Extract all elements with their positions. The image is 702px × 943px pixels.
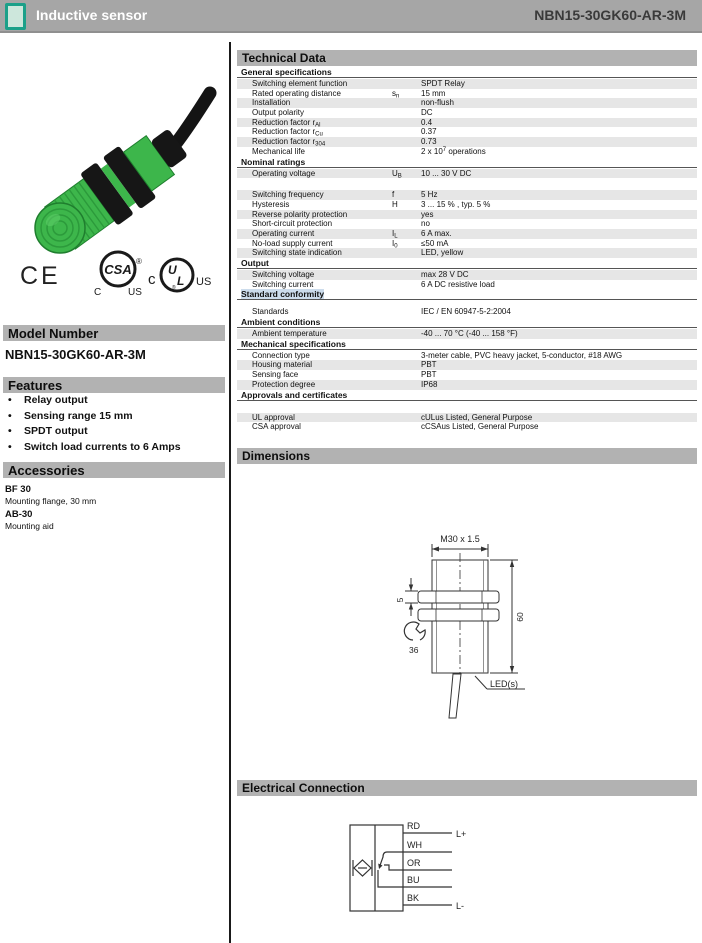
spec-value: IP68 [421, 379, 438, 389]
svg-text:L-: L- [456, 901, 465, 911]
spec-value: 0.4 [421, 117, 433, 127]
spec-value: 5 Hz [421, 190, 438, 200]
accessory-description: Mounting flange, 30 mm [5, 496, 97, 506]
product-type-title: Inductive sensor [36, 7, 148, 23]
features-section-header: Features [3, 377, 225, 393]
spec-symbol [392, 380, 421, 390]
svg-text:C: C [94, 287, 102, 298]
spec-symbol [392, 98, 421, 108]
spec-value: cCSAus Listed, General Purpose [421, 422, 539, 432]
spec-label: Mechanical life [252, 146, 305, 156]
svg-text:c: c [148, 271, 156, 288]
model-number-value: NBN15-30GK60-AR-3M [5, 347, 146, 362]
spec-label: Ambient temperature [252, 329, 327, 339]
electrical-connection-section-header: Electrical Connection [237, 780, 697, 796]
accessory-name: AB-30 [5, 509, 33, 520]
spec-symbol [392, 370, 421, 380]
technical-data-section-header: Technical Data [237, 50, 697, 66]
spec-symbol [392, 329, 421, 339]
spec-value: max 28 V DC [421, 270, 469, 279]
spec-row [237, 270, 697, 280]
dimension-drawing [237, 470, 697, 770]
spec-section-header: Mechanical specifications [237, 339, 697, 350]
spec-value: cULus Listed, General Purpose [421, 412, 533, 422]
spec-row [237, 229, 697, 239]
spec-section-header: Nominal ratings [237, 157, 697, 168]
spec-row [237, 200, 697, 210]
spec-label: Connection type [252, 350, 310, 360]
spec-value: 0.73 [421, 137, 437, 147]
model-number-section-header: Model Number [3, 325, 225, 341]
bullet-icon: • [8, 440, 12, 453]
spec-row [237, 147, 697, 157]
spec-section-header: General specifications [237, 67, 697, 78]
spec-row [237, 219, 697, 229]
spec-label: CSA approval [252, 422, 301, 432]
spec-symbol [392, 219, 421, 229]
spec-value: SPDT Relay [421, 79, 465, 88]
spec-value: yes [421, 209, 434, 219]
spec-label: No-load supply current [252, 238, 333, 248]
spec-symbol: H [392, 199, 398, 209]
spec-row [237, 98, 697, 108]
spec-label: Sensing face [252, 370, 299, 380]
spec-value: 6 A DC resistive load [421, 279, 495, 289]
spec-value: PBT [421, 360, 437, 370]
spec-label: Operating current [252, 228, 315, 238]
spec-label: Reduction factor $r_{304}$ [252, 137, 326, 148]
svg-text:OR: OR [407, 858, 421, 868]
spec-value: PBT [421, 370, 437, 380]
spec-label: Reduction factor $r_{Cu}$ [252, 127, 323, 138]
spec-row [237, 169, 697, 179]
spec-symbol [392, 108, 421, 118]
svg-text:US: US [196, 276, 212, 288]
spec-label: Short-circuit protection [252, 219, 333, 229]
feature-item: • SPDT output [8, 425, 88, 437]
spec-row [237, 329, 697, 339]
accessory-description: Mounting aid [5, 521, 54, 531]
ul-mark-icon [148, 254, 218, 298]
svg-text:®: ® [172, 285, 176, 291]
spec-value: no [421, 219, 430, 229]
spec-value: 2 x $10^7$ operations [421, 146, 486, 156]
spec-value: 3-meter cable, PVC heavy jacket, 5-conductor, #18 AWG [421, 350, 623, 360]
column-divider [229, 42, 231, 943]
svg-text:US: US [128, 287, 142, 298]
spec-value: 6 A max. [421, 228, 452, 238]
spec-label: Operating voltage [252, 168, 316, 178]
spec-row [237, 127, 697, 137]
bullet-icon: • [8, 394, 12, 406]
spec-label: Switching element function [252, 79, 348, 88]
spec-row [237, 307, 697, 317]
svg-text:60: 60 [515, 612, 525, 622]
svg-text:BK: BK [407, 893, 420, 903]
wiring-diagram [237, 800, 697, 930]
page-header [0, 0, 702, 33]
spec-symbol [392, 147, 421, 157]
svg-text:BU: BU [407, 875, 420, 885]
spec-value: DC [421, 108, 433, 118]
spec-value: 0.37 [421, 127, 437, 137]
spec-value: non-flush [421, 98, 454, 108]
spec-value: 10 ... 30 V DC [421, 168, 472, 178]
svg-text:L+: L+ [456, 829, 467, 839]
spec-row [237, 370, 697, 380]
feature-item: • Switch load currents to 6 Amps [8, 440, 181, 453]
spec-section-header: Output [237, 258, 697, 269]
svg-text:RD: RD [407, 821, 420, 831]
spec-label: Hysteresis [252, 199, 290, 209]
svg-text:CE: CE [20, 262, 61, 290]
spec-symbol [392, 280, 421, 290]
spec-row [237, 413, 697, 423]
spec-label: Switching frequency [252, 190, 324, 200]
ce-mark-icon [20, 260, 64, 290]
spec-row [237, 137, 697, 147]
spec-label: Switching voltage [252, 270, 315, 279]
brand-logo-icon [5, 3, 26, 30]
spec-label: Switching current [252, 279, 314, 289]
spec-symbol: f [392, 190, 395, 200]
spec-symbol [392, 270, 421, 280]
dimensions-section-header: Dimensions [237, 448, 697, 464]
spec-symbol [392, 422, 421, 432]
bullet-icon: • [8, 409, 12, 422]
spec-symbol: $U_B$ [392, 168, 402, 179]
spec-symbol [392, 413, 421, 423]
spec-symbol [392, 118, 421, 128]
spec-value: -40 ... 70 °C (-40 ... 158 °F) [421, 329, 518, 339]
accessory-name: BF 30 [5, 484, 31, 495]
spec-label: Output polarity [252, 108, 305, 118]
spec-value: ≤50 mA [421, 238, 449, 248]
spec-row [237, 360, 697, 370]
spec-row [237, 248, 697, 258]
spec-label: UL approval [252, 412, 295, 422]
spec-label: Standards [252, 307, 289, 317]
feature-item: • Sensing range 15 mm [8, 409, 133, 422]
spec-symbol [392, 360, 421, 370]
accessories-list [5, 481, 223, 534]
feature-item: • Relay output [8, 394, 88, 406]
svg-text:CSA: CSA [104, 262, 132, 277]
svg-text:WH: WH [407, 840, 422, 850]
spec-row [237, 79, 697, 89]
spec-symbol: $s_n$ [392, 88, 400, 100]
spec-value: LED, yellow [421, 248, 464, 258]
svg-text:L: L [177, 274, 185, 288]
spec-label: Housing material [252, 360, 313, 370]
spec-label: Reverse polarity protection [252, 209, 348, 219]
spec-spacer [237, 402, 697, 413]
spec-label: Protection degree [252, 379, 316, 389]
spec-row [237, 108, 697, 118]
svg-text:M30 x 1.5: M30 x 1.5 [440, 534, 480, 544]
spec-label: Reduction factor $r_{Al}$ [252, 117, 321, 129]
accessories-section-header: Accessories [3, 462, 225, 478]
spec-symbol [392, 137, 421, 147]
svg-text:5: 5 [395, 597, 405, 603]
spec-symbol [392, 210, 421, 220]
sensing-face [35, 203, 85, 253]
spec-section-header: Standard conformity [237, 289, 697, 300]
spec-section-header: Ambient conditions [237, 317, 697, 328]
spec-symbol [392, 351, 421, 361]
technical-data-table [237, 67, 697, 432]
svg-text:U: U [168, 263, 177, 277]
spec-symbol [392, 307, 421, 317]
spec-symbol [392, 248, 421, 258]
svg-text:®: ® [136, 257, 142, 266]
svg-text:36: 36 [409, 645, 419, 655]
spec-symbol [392, 127, 421, 137]
spec-spacer [237, 178, 697, 190]
spec-row [237, 89, 697, 99]
spec-row [237, 380, 697, 390]
sensor-cable [174, 93, 210, 146]
csa-mark-icon [92, 248, 148, 298]
spec-row [237, 239, 697, 249]
spec-row [237, 351, 697, 361]
spec-value: 3 ... 15 % , typ. 5 % [421, 199, 491, 209]
spec-row [237, 190, 697, 200]
spec-label: Installation [252, 98, 291, 108]
spec-row [237, 210, 697, 220]
spec-section-header: Approvals and certificates [237, 390, 697, 401]
header-model-number: NBN15-30GK60-AR-3M [534, 7, 686, 23]
spec-value: IEC / EN 60947-5-2:2004 [421, 307, 511, 317]
spec-symbol [392, 79, 421, 89]
spec-label: Rated operating distance [252, 88, 341, 98]
spec-symbol: $I_L$ [392, 228, 398, 240]
bullet-icon: • [8, 425, 12, 437]
spec-symbol: $I_0$ [392, 238, 398, 250]
product-photo [8, 40, 222, 254]
spec-label: Switching state indication [252, 248, 342, 258]
spec-row [237, 118, 697, 128]
spec-row [237, 280, 697, 290]
spec-value: 15 mm [421, 88, 446, 98]
spec-row [237, 422, 697, 432]
svg-text:LED(s): LED(s) [490, 679, 519, 689]
features-list [6, 395, 224, 457]
